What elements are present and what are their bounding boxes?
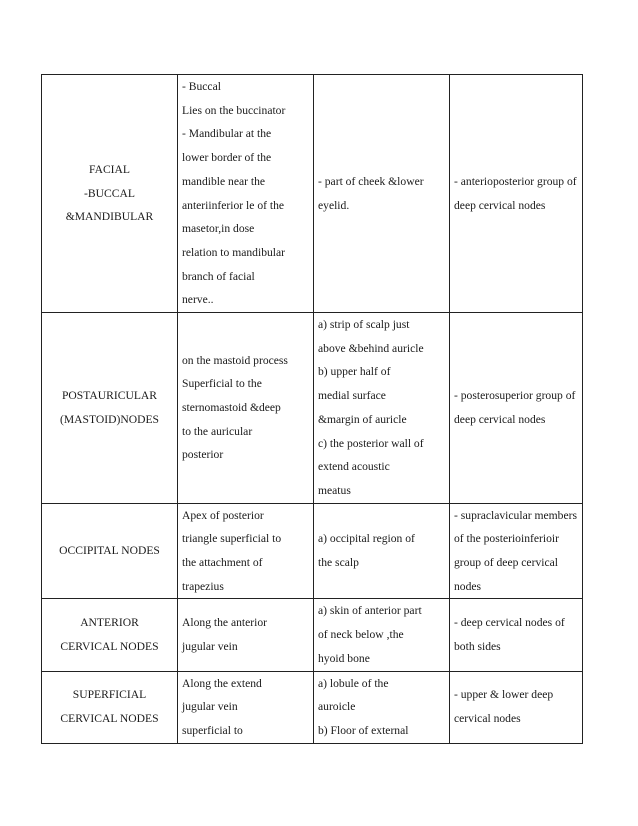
lymph-nodes-table	[41, 74, 583, 744]
node-group-name: POSTAURICULAR (MASTOID)NODES	[42, 313, 178, 504]
node-group-name: ANTERIOR CERVICAL NODES	[42, 599, 178, 671]
node-location: - Buccal Lies on the buccinator - Mandibular at the lower border of the mandible near the anteriinferior le of the masetor,in dose relation to mandibular branch of facial nerve..	[178, 75, 314, 313]
node-location: Along the anterior jugular vein	[178, 599, 314, 671]
node-drainage-area: a) skin of anterior part of neck below ,the hyoid bone	[314, 599, 450, 671]
node-efferent: - deep cervical nodes of both sides	[450, 599, 583, 671]
node-group-name: OCCIPITAL NODES	[42, 503, 178, 599]
table-row	[42, 313, 583, 504]
node-drainage-area: a) strip of scalp just above &behind auricle b) upper half of medial surface &margin of auricle c) the posterior wall of extend acoustic meatus	[314, 313, 450, 504]
table-row	[42, 671, 583, 743]
node-efferent: - anterioposterior group of deep cervical nodes	[450, 75, 583, 313]
node-efferent: - upper & lower deep cervical nodes	[450, 671, 583, 743]
node-drainage-area: - part of cheek &lower eyelid.	[314, 75, 450, 313]
node-group-name: SUPERFICIAL CERVICAL NODES	[42, 671, 178, 743]
node-group-name: FACIAL -BUCCAL &MANDIBULAR	[42, 75, 178, 313]
table-row	[42, 75, 583, 313]
table-row	[42, 599, 583, 671]
node-location: Along the extend jugular vein superficial to	[178, 671, 314, 743]
node-drainage-area: a) lobule of the auroicle b) Floor of external	[314, 671, 450, 743]
node-location: on the mastoid process Superficial to the sternomastoid &deep to the auricular posterior	[178, 313, 314, 504]
table-row	[42, 503, 583, 599]
node-location: Apex of posterior triangle superficial to the attachment of trapezius	[178, 503, 314, 599]
node-drainage-area: a) occipital region of the scalp	[314, 503, 450, 599]
node-efferent: - posterosuperior group of deep cervical nodes	[450, 313, 583, 504]
node-efferent: - supraclavicular members of the posterioinferioir group of deep cervical nodes	[450, 503, 583, 599]
